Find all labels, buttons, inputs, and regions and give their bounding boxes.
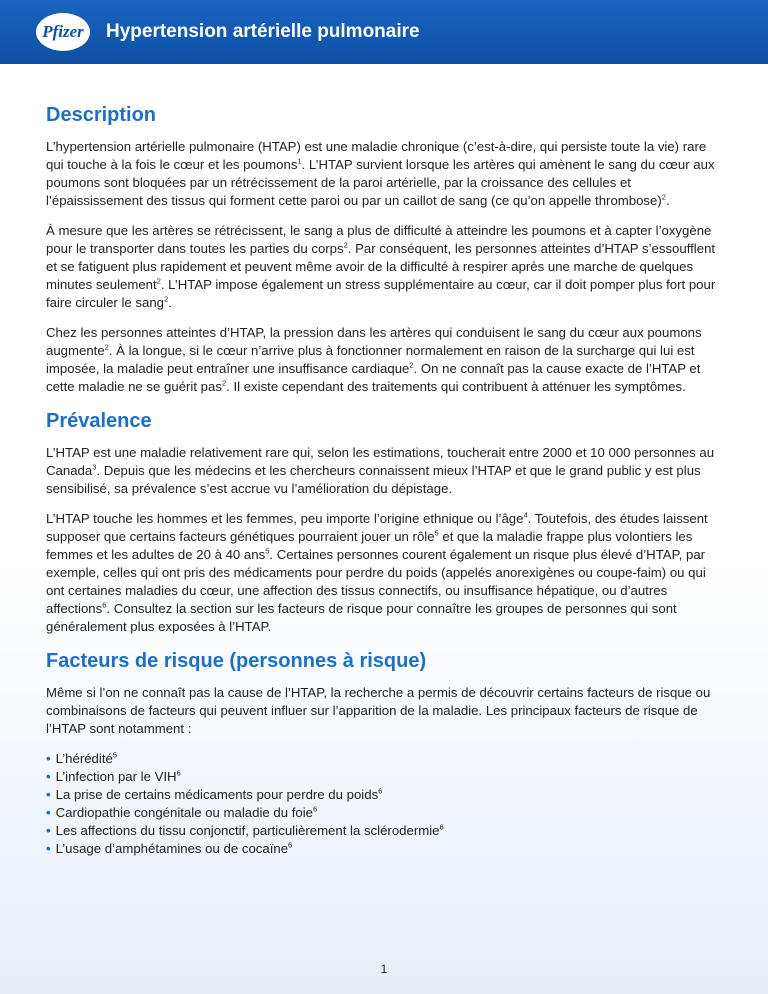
bullet-icon: • (46, 751, 51, 766)
paragraph (46, 684, 726, 738)
list-item-text: La prise de certains médicaments pour perdre du poids (55, 787, 379, 802)
reference-superscript: 2 (104, 342, 109, 352)
text-run: . Il existe cependant des traitements qui contribuent à atténuer les symptômes. (226, 379, 686, 394)
paragraph (46, 510, 726, 636)
list-item (46, 750, 726, 768)
reference-superscript: 3 (92, 462, 97, 472)
text-run: Même si l’on ne connaît pas la cause de l’HTAP, la recherche a permis de découvrir certains facteurs de risque ou combinaisons de facteurs qui peuvent influer sur l’apparition de la maladie. Les principaux facteurs de risque de l’HTAP sont notamment : (46, 685, 711, 736)
list-item-text: L’infection par le VIH (55, 769, 177, 784)
reference-superscript: 2 (343, 240, 348, 250)
page-number: 1 (380, 962, 388, 976)
header-title: Hypertension artérielle pulmonaire (106, 21, 420, 42)
list-item (46, 786, 726, 804)
paragraph (46, 324, 726, 396)
reference-superscript: 1 (297, 156, 302, 166)
paragraph (46, 222, 726, 312)
reference-superscript: 5 (434, 528, 439, 538)
text-run: L’HTAP est une maladie relativement rare qui, selon les estimations, toucherait entre 2000 et 10 000 personnes au Canada (46, 445, 715, 478)
reference-superscript: 2 (221, 378, 227, 388)
list-item (46, 840, 726, 858)
reference-superscript: 5 (265, 546, 270, 556)
reference-superscript: 2 (164, 294, 169, 304)
section-heading: Description (46, 104, 157, 126)
text-run: . Depuis que les médecins et les chercheurs connaissent mieux l’HTAP et que le grand public y est plus sensibilisé, sa prévalence s’est accrue vu l’amélioration du dépistage. (46, 463, 701, 496)
text-run: . (665, 193, 670, 208)
text-run: L’hypertension artérielle pulmonaire (HTAP) est une maladie chronique (c’est-à-dire, qui persiste toute la vie) rare qui touche à la fois le cœur et les poumons (46, 139, 707, 172)
pfizer-logo (36, 13, 90, 51)
bullet-icon: • (46, 787, 51, 802)
reference-superscript: 6 (378, 786, 383, 796)
reference-superscript: 2 (661, 192, 666, 202)
section (46, 408, 726, 636)
bullet-icon: • (46, 805, 51, 820)
list-item (46, 768, 726, 786)
reference-superscript: 6 (312, 804, 318, 814)
list-item-text: L’usage d’amphétamines ou de cocaïne (55, 841, 289, 856)
text-run: . L’HTAP survient lorsque les artères qui amènent le sang du cœur aux poumons sont bloquées par un rétrécissement de la paroi artérielle, par la croissance des cellules et l’épaississement des tissus qui forment cette paroi ou par un caillot de sang (ce qu’on appelle thrombose) (46, 157, 715, 208)
bullet-icon: • (46, 823, 51, 838)
text-run: . L’HTAP impose également un stress supplémentaire au cœur, car il doit pomper plus fort pour faire circuler le sang (46, 277, 716, 310)
reference-superscript: 2 (409, 360, 414, 370)
section (46, 102, 726, 396)
text-run: . Par conséquent, les personnes atteintes d’HTAP s’essoufflent et se fatiguent plus rapidement et peuvent même avoir de la difficulté à respirer après une marche de quelques minutes seulement (46, 241, 716, 292)
text-run: . (168, 295, 172, 310)
paragraph (46, 444, 726, 498)
section (46, 648, 726, 858)
list-item-text: Cardiopathie congénitale ou maladie du foie (55, 805, 313, 820)
bullet-icon: • (46, 841, 51, 856)
reference-superscript: 6 (102, 600, 107, 610)
bullet-icon: • (46, 769, 51, 784)
text-run: . À la longue, si le cœur n’arrive plus à fonctionner normalement en raison de la surcharge qui lui est imposée, la maladie peut entraîner une insuffisance cardiaque (46, 343, 695, 376)
document-body (46, 102, 726, 862)
text-run: . Certaines personnes courent également un risque plus élevé d’HTAP, par exemple, celles qui ont pris des médicaments pour perdre du poids (appelés anorexigènes ou coupe-faim) ou qui ont certaines maladies du cœur, une affection des tissus connectifs, ou insuffisance hépatique, ou d’autres affections (46, 547, 706, 616)
list-item (46, 804, 726, 822)
reference-superscript: 4 (523, 510, 528, 520)
reference-superscript: 5 (112, 750, 117, 760)
risk-factor-list (46, 750, 726, 858)
section-heading: Facteurs de risque (personnes à risque) (46, 650, 427, 672)
text-run: . Consultez la section sur les facteurs de risque pour connaître les groupes de personnes qui sont généralement plus exposées à l’HTAP. (46, 601, 677, 634)
list-item-text: L’hérédité (55, 751, 113, 766)
reference-superscript: 6 (439, 822, 444, 832)
list-item-text: Les affections du tissu conjonctif, particulièrement la sclérodermie (55, 823, 440, 838)
logo-text: Pfizer (42, 22, 84, 41)
text-run: Chez les personnes atteintes d’HTAP, la pression dans les artères qui conduisent le sang du cœur aux poumons augmente (46, 325, 702, 358)
reference-superscript: 6 (288, 840, 293, 850)
list-item (46, 822, 726, 840)
reference-superscript: 2 (156, 276, 161, 286)
text-run: et que la maladie frappe plus volontiers les femmes et les adultes de 20 à 40 ans (46, 529, 693, 562)
section-heading: Prévalence (46, 410, 152, 432)
text-run: L’HTAP touche les hommes et les femmes, peu importe l’origine ethnique ou l’âge (46, 511, 524, 526)
reference-superscript: 6 (176, 768, 181, 778)
page-header (0, 0, 768, 64)
paragraph (46, 138, 726, 210)
text-run: À mesure que les artères se rétrécissent, le sang a plus de difficulté à atteindre les poumons et à capter l’oxygène pour le transporter dans toutes les parties du corps (46, 223, 712, 256)
text-run: . Toutefois, des études laissent supposer que certains facteurs génétiques pourraient jouer un rôle (46, 511, 708, 544)
text-run: . On ne connaît pas la cause exacte de l’HTAP et cette maladie ne se guérit pas (46, 361, 701, 394)
